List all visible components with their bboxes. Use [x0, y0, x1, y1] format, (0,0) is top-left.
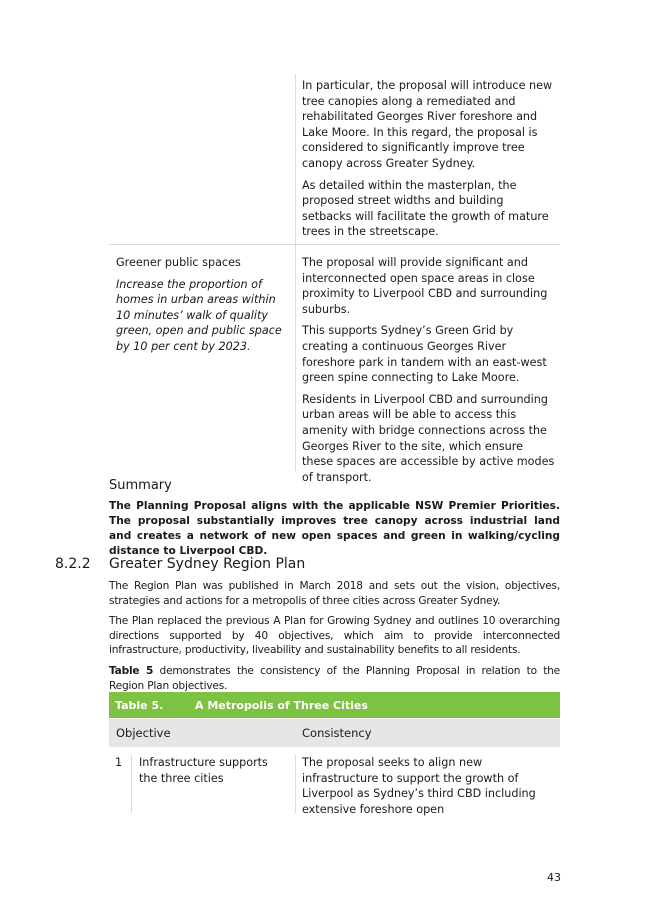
- section-number: 8.2.2: [55, 556, 91, 572]
- column-header-objective: Objective: [116, 726, 171, 740]
- page-number: 43: [547, 871, 561, 884]
- summary-block: [109, 478, 560, 559]
- consistency-cell: [296, 74, 560, 244]
- table-row: [109, 747, 560, 816]
- consistency-text: Residents in Liverpool CBD and surrounding urban areas will be able to access this amenity with bridge connections across the Georges River to the site, which ensure these spaces are accessible by active modes of transport.: [302, 392, 555, 484]
- section-title: Greater Sydney Region Plan: [109, 556, 306, 572]
- consistency-cell: [296, 245, 560, 484]
- table-header-row: [109, 719, 560, 747]
- consistency-text: This supports Sydney’s Green Grid by creating a continuous Georges River foreshore park in tandem with an east-west green spine connecting to Lake Moore.: [302, 324, 547, 385]
- priority-cell-empty: [109, 74, 296, 244]
- consistency-text: As detailed within the masterplan, the proposed street widths and building setbacks will facilitate the growth of mature trees in the streetscape.: [302, 178, 549, 239]
- table-label: Table 5.: [115, 698, 164, 712]
- paragraph: [109, 664, 560, 693]
- paragraph: The Plan replaced the previous A Plan for Growing Sydney and outlines 10 overarching directions supported by 40 objectives, which aim to provide interconnected infrastructure, productivity, liveability and sustainability benefits to all residents.: [109, 615, 560, 657]
- summary-text: The Planning Proposal aligns with the applicable NSW Premier Priorities. The proposal substantially improves tree canopy across industrial land and creates a network of new open spaces and green in walking/cycling distance to Liverpool CBD.: [109, 500, 560, 557]
- premier-priorities-table-continued: [109, 74, 560, 484]
- priority-description: Increase the proportion of homes in urban areas within 10 minutes’ walk of quality green, open and public space by 10 per cent by 2023.: [116, 277, 282, 353]
- summary-heading: Summary: [109, 478, 172, 493]
- priority-title: Greener public spaces: [116, 256, 241, 269]
- section-8-2-2: [55, 556, 560, 699]
- consistency-text: In particular, the proposal will introduce new tree canopies along a remediated and rehabilitated Georges River foreshore and Lake Moore. In this regard, the proposal is considered to significantly improve tree canopy across Greater Sydney.: [302, 79, 553, 170]
- consistency-text: The proposal seeks to align new infrastructure to support the growth of Liverpool as Sydney’s third CBD including extensive foreshore open: [302, 756, 536, 816]
- column-header-consistency: Consistency: [302, 726, 372, 740]
- consistency-text: The proposal will provide significant and interconnected open space areas in close proximity to Liverpool CBD and surrounding suburbs.: [302, 256, 548, 316]
- table-5: [109, 692, 560, 816]
- row-number: 1: [109, 755, 132, 813]
- table-title-bar: [109, 692, 560, 718]
- consistency-cell: [296, 755, 560, 816]
- table-title: A Metropolis of Three Cities: [195, 698, 368, 712]
- paragraph-text: demonstrates the consistency of the Planning Proposal in relation to the Region Plan objectives.: [109, 664, 560, 692]
- table-row: [109, 74, 560, 245]
- table-reference: Table 5: [109, 664, 154, 677]
- priority-cell: [109, 245, 296, 471]
- objective-cell: [132, 755, 296, 813]
- table-row: [109, 245, 560, 484]
- objective-text: Infrastructure supports the three cities: [139, 756, 268, 785]
- section-heading: [55, 556, 560, 572]
- paragraph: The Region Plan was published in March 2018 and sets out the vision, objectives, strategies and actions for a metropolis of three cities across Greater Sydney.: [109, 580, 560, 607]
